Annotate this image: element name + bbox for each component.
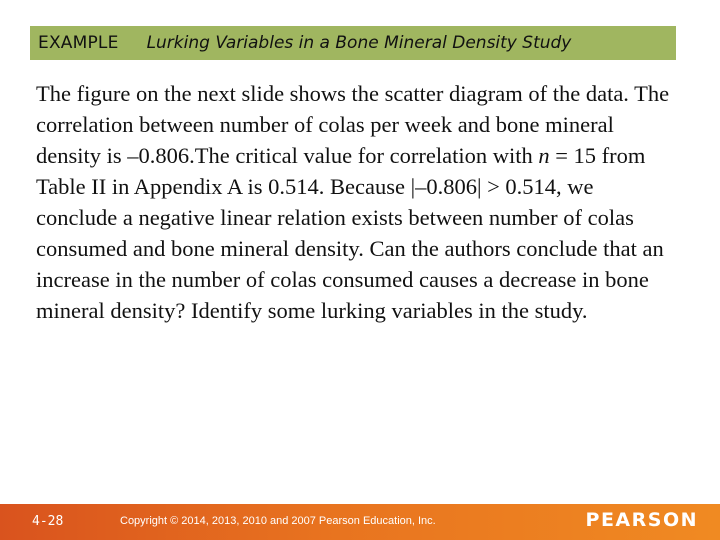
page-number: 4-28: [32, 514, 64, 529]
body-paragraph: [36, 78, 676, 326]
n-symbol: n: [538, 143, 550, 168]
slide-title: Lurking Variables in a Bone Mineral Density Study: [146, 33, 572, 53]
body-text-part-1: The figure on the next slide shows the scatter diagram of the data. The correlation between number of colas per week and bone mineral density is –0.806.The critical value for correlation with: [36, 81, 670, 168]
header-band: [30, 26, 676, 60]
pearson-logo: PEARSON: [585, 509, 698, 531]
footer-bar: [0, 504, 720, 540]
body-text-part-2: = 15 from Table II in Appendix A is 0.514. Because |–0.806| > 0.514, we conclude a negative linear relation exists between number of colas consumed and bone mineral density. Can the authors conclude that an increase in the number of colas consumed causes a decrease in bone mineral density? Identify some lurking variables in the study.: [36, 143, 664, 323]
copyright-notice: Copyright © 2014, 2013, 2010 and 2007 Pearson Education, Inc.: [120, 515, 436, 527]
example-label: EXAMPLE: [38, 33, 119, 53]
